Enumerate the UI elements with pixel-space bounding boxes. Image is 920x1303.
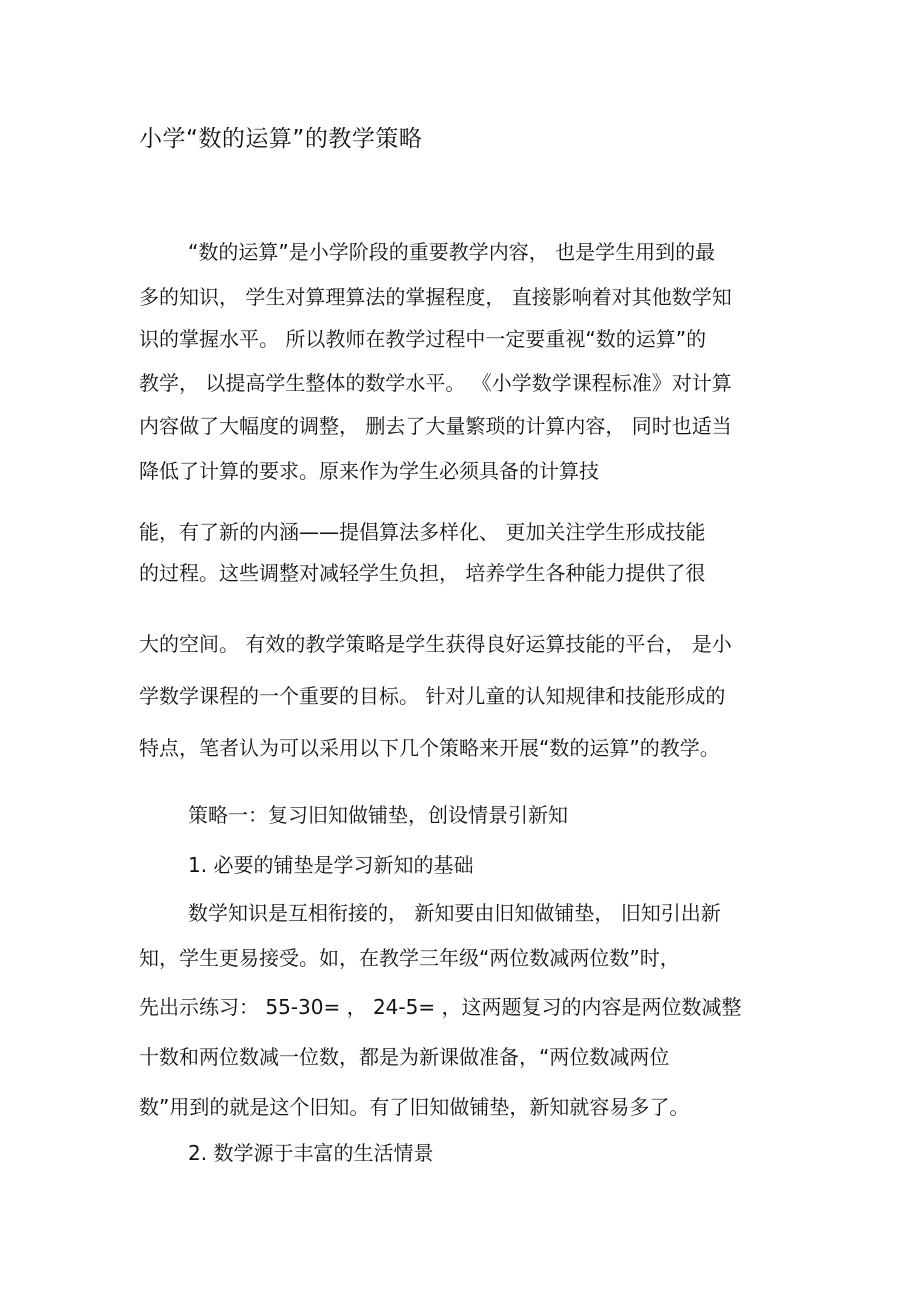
item-1-line-5: 数”用到的就是这个旧知。有了旧知做铺垫，新知就容易多了。 [139, 1095, 690, 1119]
intro-line-7: 能，有了新的内涵——提倡算法多样化、 更加关注学生形成技能 [139, 520, 706, 544]
document-title: 小学“数的运算”的教学策略 [139, 126, 423, 152]
intro-line-3: 识的掌握水平。 所以教师在教学过程中一定要重视“数的运算”的 [139, 327, 707, 351]
intro-line-1: “数的运算”是小学阶段的重要教学内容， 也是学生用到的最 [188, 240, 716, 264]
intro-line-5: 内容做了大幅度的调整， 删去了大量繁琐的计算内容， 同时也适当 [139, 414, 732, 438]
intro-line-9: 大的空间。 有效的教学策略是学生获得良好运算技能的平台， 是小 [139, 632, 732, 656]
item-1-line-4: 十数和两位数减一位数，都是为新课做准备，“两位数减两位 [139, 1045, 670, 1069]
item-1-heading: 1. 必要的铺垫是学习新知的基础 [188, 853, 474, 877]
intro-line-11: 特点，笔者认为可以采用以下几个策略来开展“数的运算”的教学。 [139, 736, 720, 760]
intro-line-8: 的过程。这些调整对减轻学生负担， 培养学生各种能力提供了很 [139, 561, 706, 585]
item-2-heading: 2. 数学源于丰富的生活情景 [188, 1141, 434, 1165]
item-1-line-1: 数学知识是互相衔接的， 新知要由旧知做铺垫， 旧知引出新 [188, 901, 721, 925]
intro-line-2: 多的知识， 学生对算理算法的掌握程度， 直接影响着对其他数学知 [139, 285, 732, 309]
item-1-line-2: 知，学生更易接受。如，在教学三年级“两位数减两位数”时， [139, 946, 680, 970]
item-1-line-3: 先出示练习： 55-30= ， 24-5= ，这两题复习的内容是两位数减整 [139, 995, 742, 1019]
strategy-1-heading: 策略一：复习旧知做铺垫，创设情景引新知 [188, 803, 568, 827]
intro-line-10: 学数学课程的一个重要的目标。 针对儿童的认知规律和技能形成的 [139, 684, 726, 708]
intro-line-6: 降低了计算的要求。原来作为学生必须具备的计算技 [139, 459, 599, 483]
intro-line-4: 教学， 以提高学生整体的数学水平。 《小学数学课程标准》对计算 [139, 371, 732, 395]
